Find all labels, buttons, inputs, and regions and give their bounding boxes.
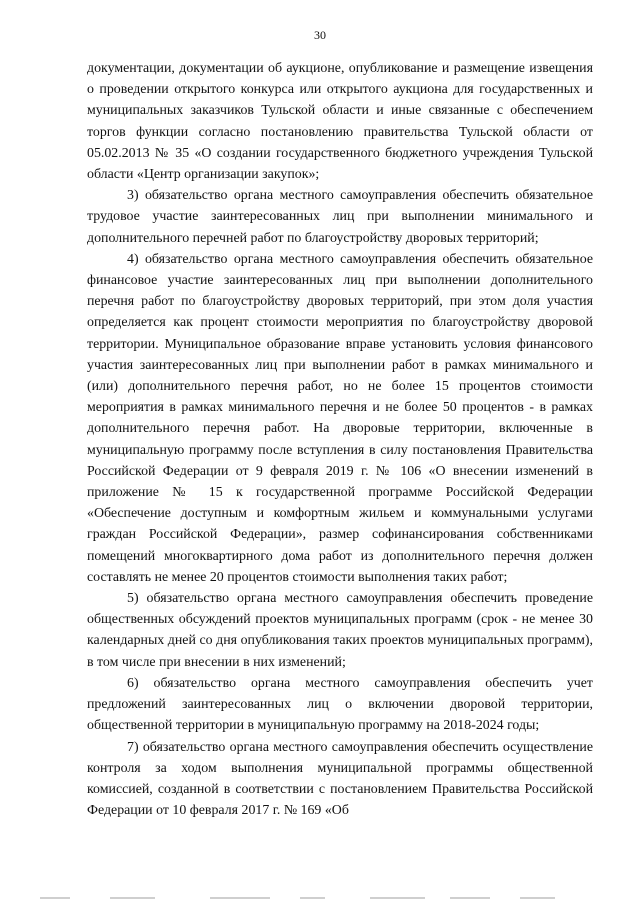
paragraph-item-4: 4) обязательство органа местного самоуправления обеспечить обязательное финансовое участие заинтересованных лиц при выполнении дополнительного перечня работ по благоустройству дворовых территорий, при этом доля участия определяется как процент стоимости мероприятия по благоустройству дворовой территории. Муниципальное образование вправе установить условия финансового участия заинтересованных лиц при выполнении работ в рамках минимального и (или) дополнительного перечня работ, но не более 15 процентов стоимости мероприятия в рамках минимального перечня и не более 50 процентов - в рамках дополнительного перечня работ. На дворовые территории, включенные в муниципальную программу после вступления в силу постановления Правительства Российской Федерации от 9 февраля 2019 г. № 106 «О внесении изменений в приложение № 15 к государственной программе Российской Федерации «Обеспечение доступным и комфортным жильем и коммунальными услугами граждан Российской Федерации», размер софинансирования собственниками помещений многоквартирного дома работ из дополнительного перечня должен составлять не менее 20 процентов стоимости выполнения таких работ; <box>87 251 593 585</box>
scan-artifacts <box>0 893 640 899</box>
paragraph-item-6: 6) обязательство органа местного самоуправления обеспечить учет предложений заинтересованных лиц о включении дворовой территории, общественной территории в муниципальную программу на 2018-2024 годы; <box>87 675 593 734</box>
paragraph-continuation: документации, документации об аукционе, опубликование и размещение извещения о проведении открытого конкурса или открытого аукциона для государственных и муниципальных заказчиков Тульской области и иные связанные с обеспечением торгов функции согласно постановлению правительства Тульской области от 05.02.2013 № 35 «О создании государственного бюджетного учреждения Тульской области «Центр организации закупок»; <box>87 61 593 183</box>
paragraph-item-3: 3) обязательство органа местного самоуправления обеспечить обязательное трудовое участие заинтересованных лиц при выполнении минимального и дополнительного перечней работ по благоустройству дворовых территорий; <box>87 188 593 246</box>
document-body <box>87 58 593 821</box>
paragraph-item-5: 5) обязательство органа местного самоуправления обеспечить проведение общественных обсуждений проектов муниципальных программ (срок - не менее 30 календарных дней со дня опубликования таких проектов муниципальных программ), в том числе при внесении в них изменений; <box>87 591 593 670</box>
page-number: 30 <box>314 28 326 42</box>
paragraph-item-7: 7) обязательство органа местного самоуправления обеспечить осуществление контроля за ходом выполнения муниципальной программы общественной комиссией, созданной в соответствии с постановлением Правительства Российской Федерации от 10 февраля 2017 г. № 169 «Об <box>87 739 593 819</box>
